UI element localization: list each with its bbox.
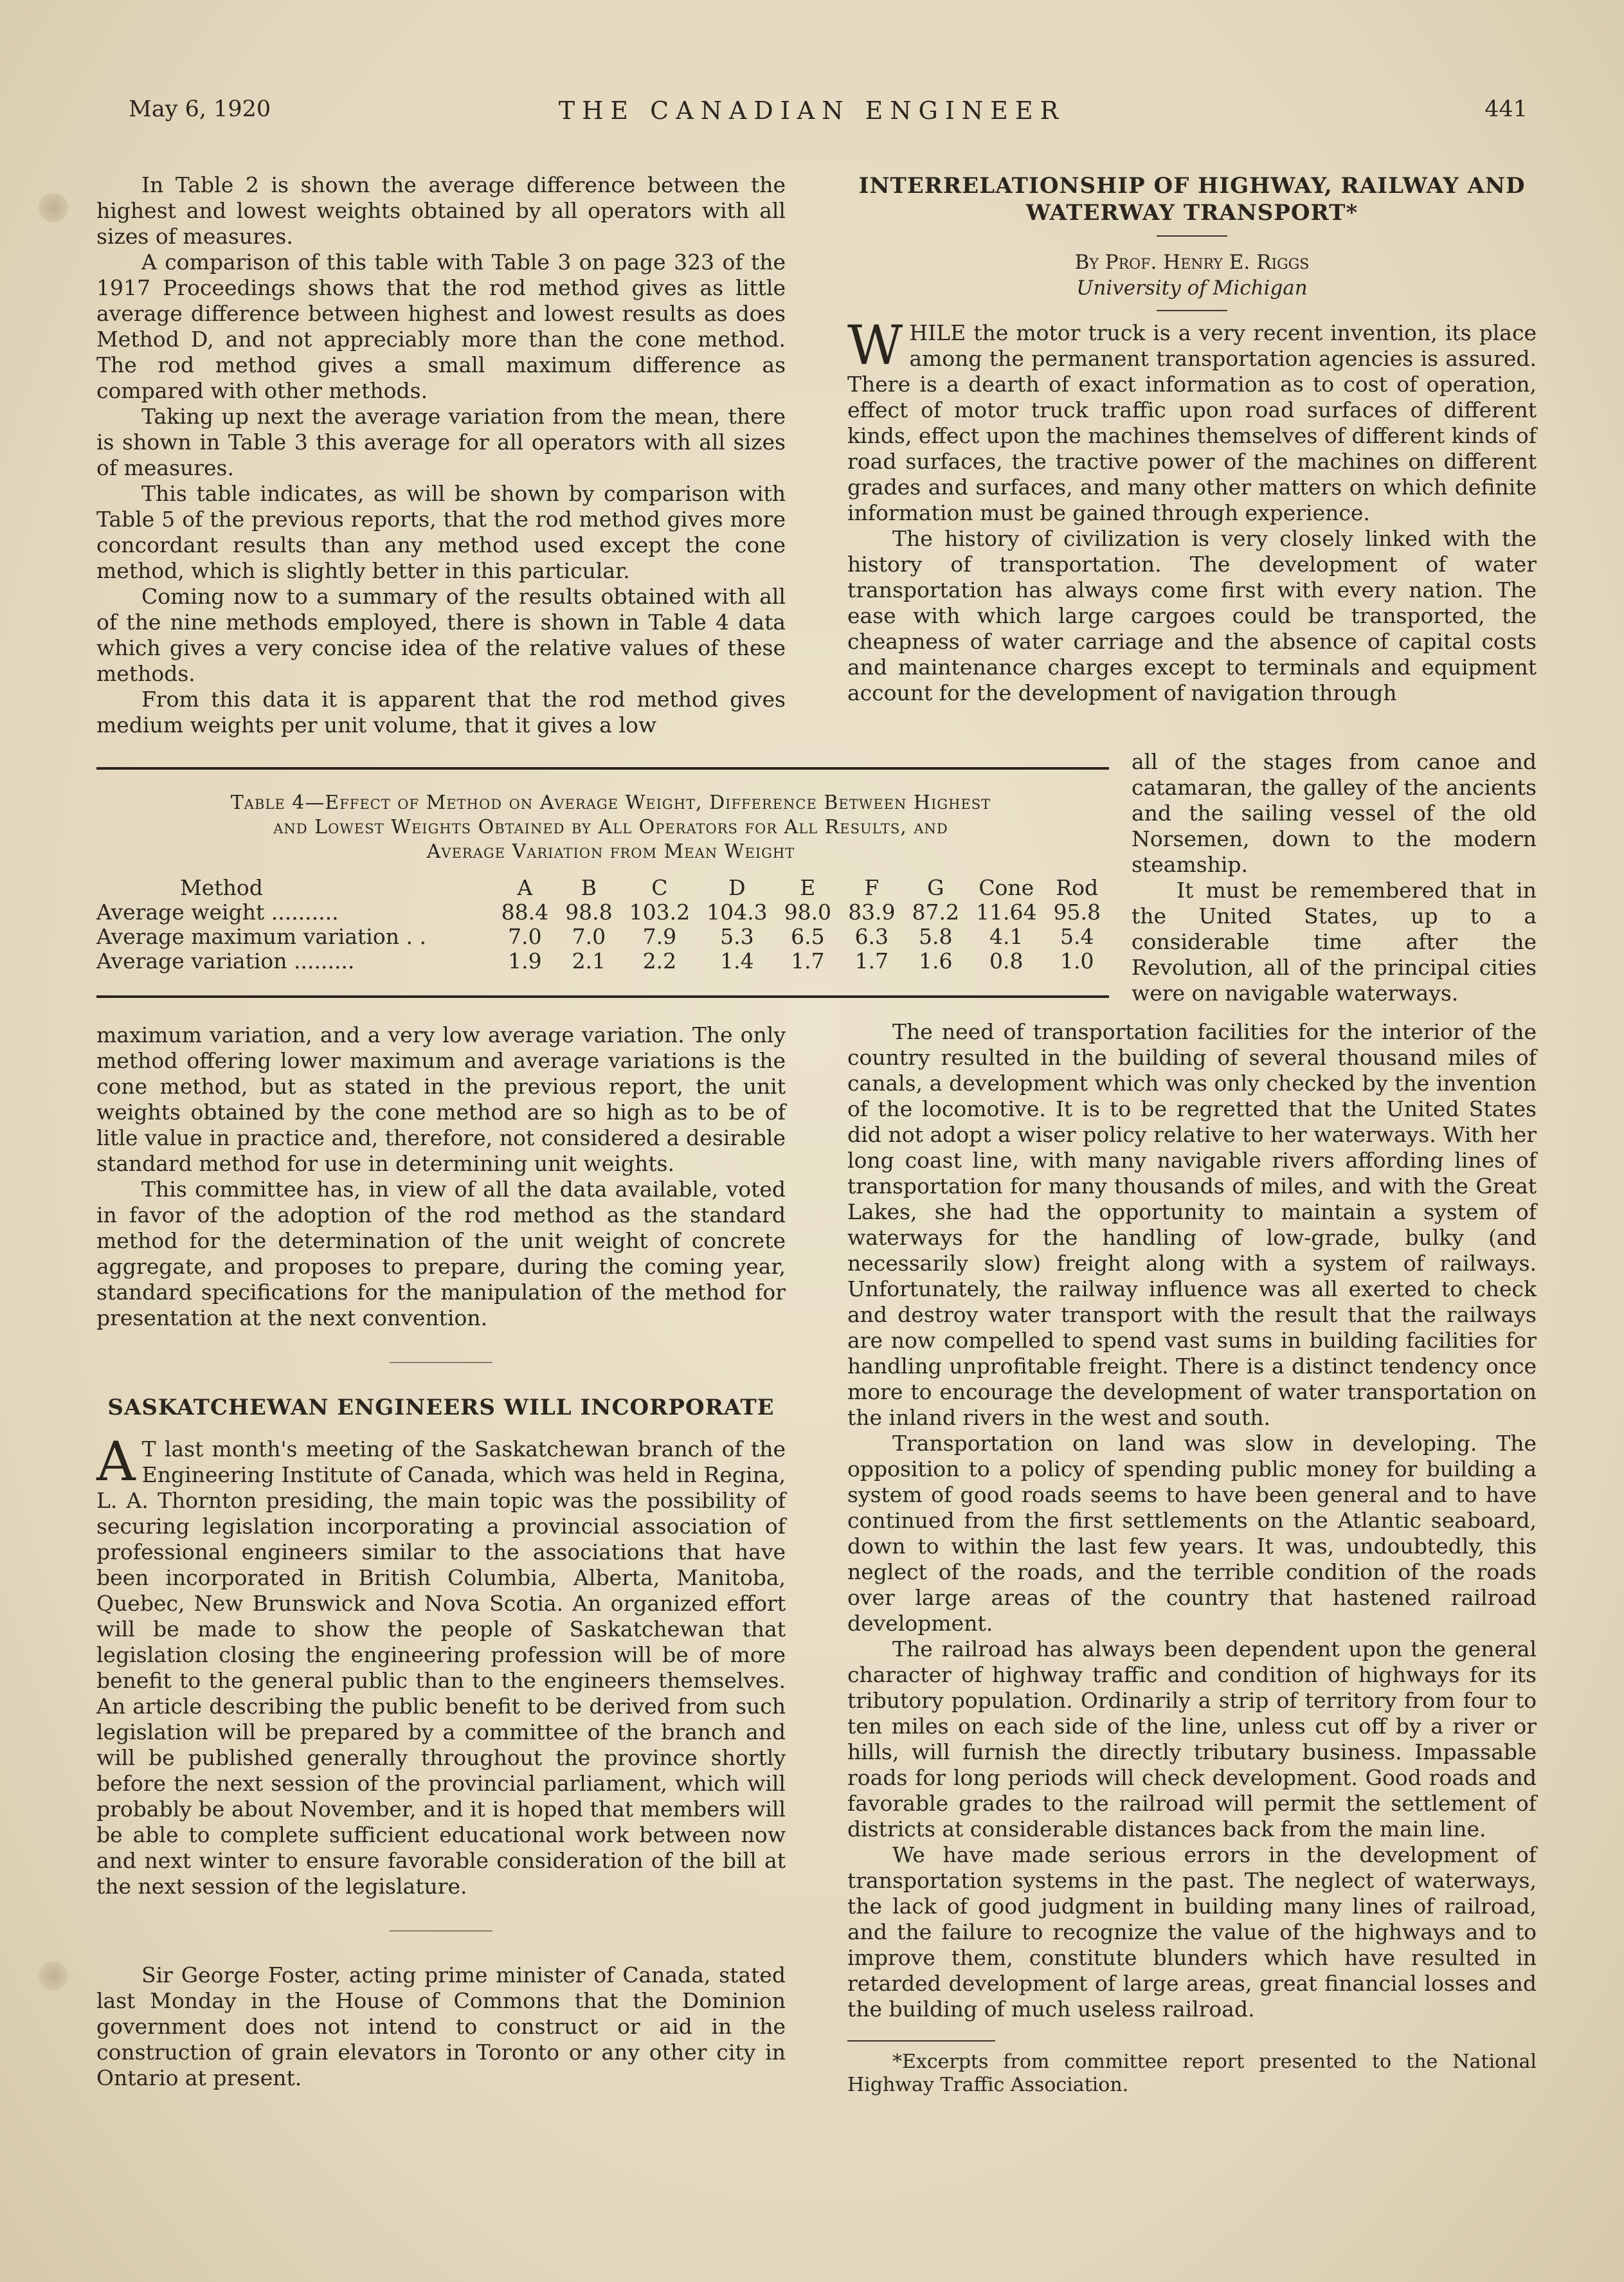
paragraph: Sir George Foster, acting prime minister of Canada, stated last Monday in the House of Commons that the Dominion government does not intend to construct or aid in the construction of grain elevators in Toronto or any other city in Ontario at present.: [96, 1962, 786, 2090]
right-column-top: [847, 172, 1537, 706]
table-cell: 1.4: [720, 948, 754, 973]
footnote-rule: [847, 2040, 995, 2042]
article-title: WATERWAY TRANSPORT*: [1025, 200, 1358, 226]
row-label: Average maximum variation . .: [96, 924, 426, 949]
paragraph-continuation: all of the stages from canoe and catamaran, the galley of the ancients and the sailing vessel of the old Norsemen, down to the modern steamship.: [1132, 749, 1537, 877]
byline: By Prof. Henry E. Riggs: [1074, 251, 1310, 274]
table-cell: 98.8: [565, 900, 613, 925]
table-bottom-rule: [96, 995, 1109, 998]
column-header: G: [927, 875, 944, 900]
drop-cap: W: [847, 314, 903, 377]
table-row: [96, 925, 1109, 949]
column-header: A: [517, 875, 533, 900]
row-label: Average variation .........: [96, 948, 355, 973]
row-label: Average weight ..........: [96, 900, 339, 925]
table-cell: 5.3: [720, 924, 754, 949]
column-header: C: [651, 875, 668, 900]
issue-date: May 6, 1920: [129, 96, 271, 122]
paragraph: The need of transportation facilities for the interior of the country resulted in the building of several thousand miles of canals, a development which was only checked by the invention of the locomotive. It is to be regretted that the United States did not adopt a wiser policy relative to her waterways. With her long coast line, with many navigable rivers affording lines of transportation for many thousands of miles, and with the Great Lakes, she had the opportunity to maintain a system of waterways for the handling of low-grade, bulky (and necessarily slow) freight along with a system of railways. Unfortunately, the railway influence was all exerted to check and destroy water transport with the result that the railways are now compelled to spend vast sums in building facilities for handling unprofitable freight. There is a distinct tendency once more to encourage the development of water transportation on the inland rivers in the west and south.: [847, 1019, 1537, 1430]
table-cell: 104.3: [707, 900, 768, 925]
table-cell: 6.5: [791, 924, 825, 949]
article-title: INTERRELATIONSHIP OF HIGHWAY, RAILWAY AND: [858, 173, 1526, 199]
table-cell: 1.7: [854, 948, 889, 973]
paragraph: The history of civilization is very closely linked with the history of transportation. The development of water transportation has always come first with every nation. The ease with which large cargoes could be transported, the cheapness of water carriage and the absence of capital costs and maintenance charges except to terminals and equipment account for the development of navigation through: [847, 526, 1537, 705]
paragraph: In Table 2 is shown the average difference between the highest and lowest weights obtained by all operators with all sizes of measures.: [96, 172, 786, 249]
table-cell: 6.3: [854, 924, 889, 949]
data-table: [96, 876, 1109, 973]
column-header: Rod: [1056, 875, 1099, 900]
paragraph: This table indicates, as will be shown by comparison with Table 5 of the previous reports, that the rod method gives more concordant results than any method used except the cone method, which is slightly better in this particular.: [96, 481, 786, 583]
table-cell: 4.1: [989, 924, 1024, 949]
table-cell: 5.8: [919, 924, 953, 949]
paragraph: The railroad has always been dependent upon the general character of highway traffic and condition of highways for its tributory population. Ordinarily a strip of territory from four to ten miles on each side of the line, unless cut off by a river or hills, will furnish the directly tributary business. Impassable roads for long periods will check development. Good roads and favorable grades to the railroad will permit the settlement of districts at considerable distances back from the main line.: [847, 1636, 1537, 1842]
section-separator: [390, 1362, 492, 1363]
table-cell: 1.0: [1060, 948, 1094, 973]
column-header: F: [864, 875, 880, 900]
table-cell: 2.2: [642, 948, 677, 973]
table-cell: 7.0: [572, 924, 606, 949]
section-separator: [390, 1930, 492, 1932]
table-cell: 5.4: [1060, 924, 1094, 949]
table-cell: 103.2: [629, 900, 690, 925]
table-cell: 1.9: [508, 948, 542, 973]
paragraph: From this data it is apparent that the rod method gives medium weights per unit volume, that it gives a low: [96, 687, 786, 738]
paragraph: Coming now to a summary of the results obtained with all of the nine methods employed, there is shown in Table 4 data which gives a very concise idea of the relative values of these methods.: [96, 584, 786, 686]
left-column-bottom: [96, 1022, 786, 2091]
table-cell: 7.0: [508, 924, 542, 949]
column-header: D: [728, 875, 746, 900]
section-heading: SASKATCHEWAN ENGINEERS WILL INCORPORATE: [107, 1395, 775, 1420]
left-column-top: [96, 172, 786, 738]
paragraph-continuation: maximum variation, and a very low average variation. The only method offering lower maximum and average variations is the cone method, but as stated in the previous report, the unit weights obtained by the cone method are so high as to be of litle value in practice and, therefore, not considered a desirable standard method for use in determining unit weights.: [96, 1022, 786, 1176]
paragraph: [847, 314, 1537, 526]
column-header: Cone: [979, 875, 1034, 900]
table-row: [96, 949, 1109, 973]
right-column-bottom: [847, 1019, 1537, 2097]
table-caption: and Lowest Weights Obtained by All Operators for All Results, and: [273, 816, 948, 838]
drop-cap: A: [96, 1430, 136, 1493]
paragraph: [96, 1430, 786, 1899]
column-header: Method: [180, 875, 263, 900]
paragraph: Taking up next the average variation from the mean, there is shown in Table 3 this average for all operators with all sizes of measures.: [96, 404, 786, 480]
affiliation: University of Michigan: [1076, 276, 1308, 300]
byline-rule: [1157, 310, 1227, 311]
publication-title: THE CANADIAN ENGINEER: [558, 96, 1066, 125]
table-caption: Average Variation from Mean Weight: [426, 840, 795, 863]
table-cell: 98.0: [784, 900, 832, 925]
table-cell: 1.7: [791, 948, 825, 973]
paragraph: Transportation on land was slow in developing. The opposition to a policy of spending public money for building a system of good roads seems to have been general and to have continued from the first settlements on the Atlantic seaboard, down to within the last few years. It was, undoubtedly, this neglect of the roads, and the terrible condition of the roads over large areas of the country that hastened railroad development.: [847, 1431, 1537, 1636]
paragraph: It must be remembered that in the United States, up to a considerable time after the Revolution, all of the principal cities were on navigable waterways.: [1132, 878, 1537, 1006]
table-header-row: [96, 876, 1109, 900]
table-cell: 88.4: [501, 900, 549, 925]
column-header: E: [800, 875, 816, 900]
paragraph-text: HILE the motor truck is a very recent invention, its place among the permanent transportation agencies is assured. There is a dearth of exact information as to cost of operation, effect of motor truck traffic upon road surfaces of different kinds, effect upon the machines themselves of different kinds of road surfaces, the tractive power of the machines on different grades and surfaces, and many other matters on which definite information must be gained through experience.: [847, 320, 1537, 525]
table-cell: 11.64: [976, 900, 1037, 925]
table-row: [96, 900, 1109, 925]
binding-hole: [39, 193, 68, 222]
right-wrap-column: [1132, 749, 1537, 1006]
paragraph-text: T last month's meeting of the Saskatchewan branch of the Engineering Institute of Canada, which was held in Regina, L. A. Thornton presiding, the main topic was the possibility of securing legislation incorporating a provincial association of professional engineers similar to the associations that have been incorporated in British Columbia, Alberta, Manitoba, Quebec, New Brunswick and Nova Scotia. An organized effort will be made to show the people of Saskatchewan that legislation closing the engineering profession will be of more benefit to the general public than to the engineers themselves. An article describing the public benefit to be derived from such legislation will be prepared by a committee of the branch and will be published generally throughout the province shortly before the next session of the provincial parliament, which will probably be about November, and it is hoped that members will be able to complete sufficient educational work between now and next winter to ensure favorable consideration of the bill at the next session of the legislature.: [96, 1436, 786, 1899]
table-cell: 0.8: [989, 948, 1024, 973]
paragraph: A comparison of this table with Table 3 on page 323 of the 1917 Proceedings shows that the rod method gives as little average difference between highest and lowest results as does Method D, and not appreciably more than the cone method. The rod method gives a small maximum difference as compared with other methods.: [96, 249, 786, 403]
table-caption: Table 4—Effect of Method on Average Weight, Difference Between Highest: [230, 792, 991, 814]
table-cell: 95.8: [1053, 900, 1101, 925]
table-cell: 7.9: [642, 924, 677, 949]
column-header: B: [581, 875, 597, 900]
table-cell: 83.9: [848, 900, 896, 925]
table-cell: 87.2: [912, 900, 960, 925]
table-top-rule: [96, 767, 1109, 770]
binding-hole: [39, 1961, 68, 1991]
paragraph: We have made serious errors in the development of transportation systems in the past. The neglect of waterways, the lack of good judgment in building many lines of railroad, and the failure to recognize the value of the highways and to improve them, constitute blunders which have resulted in retarded development of large areas, great financial losses and the building of much useless railroad.: [847, 1842, 1537, 2022]
table-cell: 1.6: [919, 948, 953, 973]
page-number: 441: [1484, 96, 1528, 122]
title-rule: [1157, 235, 1227, 237]
table-cell: 2.1: [572, 948, 606, 973]
footnote: *Excerpts from committee report presented to the National Highway Traffic Association.: [847, 2051, 1537, 2096]
paragraph: This committee has, in view of all the data available, voted in favor of the adoption of the rod method as the standard method for the determination of the unit weight of concrete aggregate, and proposes to prepare, during the coming year, standard specifications for the manipulation of the method for presentation at the next convention.: [96, 1177, 786, 1330]
table-4: [96, 791, 1109, 973]
